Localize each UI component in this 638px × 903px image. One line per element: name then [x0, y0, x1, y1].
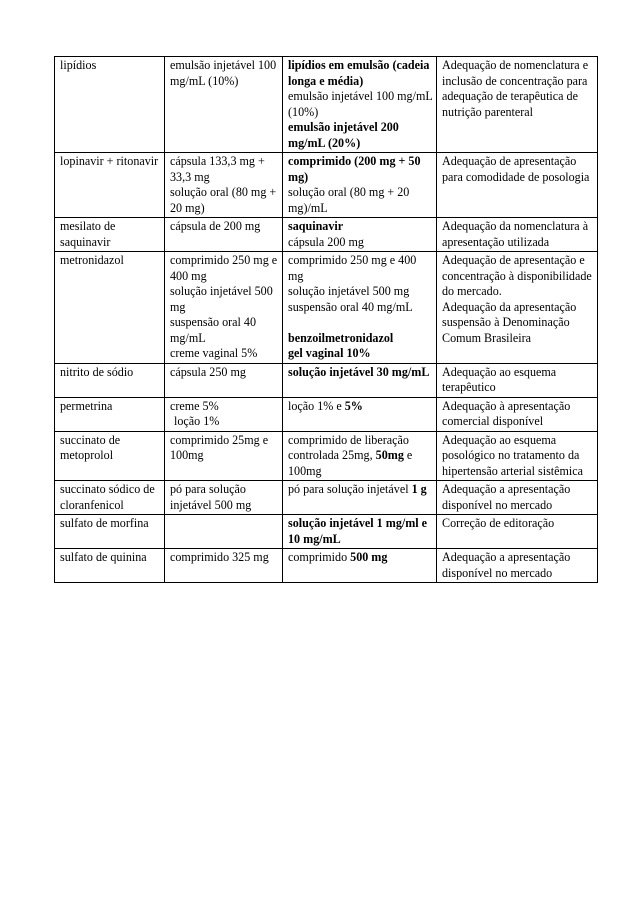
- current-form-1: comprimido 250 mg e 400 mg: [170, 253, 278, 283]
- row-nitrito-proposed: solução injetável 30 mg/mL: [283, 363, 437, 397]
- row-saquinavir-name: mesilato de saquinavir: [55, 218, 165, 252]
- table-row: [55, 515, 598, 549]
- row-cloranfenicol-current: pó para solução injetável 500 mg: [165, 481, 283, 515]
- row-metoprolol-proposed: [283, 431, 437, 481]
- row-lopinavir-proposed: [283, 153, 437, 218]
- row-metoprolol-justification: Adequação ao esquema posológico no tratamento da hipertensão arterial sistêmica: [437, 431, 598, 481]
- row-lopinavir-justification: Adequação de apresentação para comodidade de posologia: [437, 153, 598, 218]
- row-morfina-proposed: solução injetável 1 mg/ml e 10 mg/mL: [283, 515, 437, 549]
- row-morfina-justification: Correção de editoração: [437, 515, 598, 549]
- current-form-3: suspensão oral 40 mg/mL: [170, 315, 256, 345]
- table-row: [55, 57, 598, 153]
- proposed-text: comprimido: [288, 550, 351, 564]
- current-form-2: solução injetável 500 mg: [170, 284, 273, 314]
- medication-changes-table: [54, 56, 598, 583]
- proposed-form-2: solução injetável 500 mg: [288, 284, 410, 298]
- row-metronidazol-current: [165, 252, 283, 364]
- row-quinina-justification: Adequação a apresentação disponível no mercado: [437, 549, 598, 583]
- proposed-form-2: emulsão injetável 200 mg/mL (20%): [288, 120, 399, 150]
- row-saquinavir-current: cápsula de 200 mg: [165, 218, 283, 252]
- row-nitrito-current: cápsula 250 mg: [165, 363, 283, 397]
- proposed-text: pó para solução injetável: [288, 482, 412, 496]
- current-form-2: solução oral (80 mg + 20 mg): [170, 185, 277, 215]
- table-row: [55, 252, 598, 364]
- table-row: [55, 431, 598, 481]
- table-row: [55, 218, 598, 252]
- proposed-text: comprimido de liberação controlada 25mg,: [288, 432, 409, 462]
- proposed-name-2: benzoilmetronidazol: [288, 330, 394, 345]
- proposed-highlight: 500 mg: [350, 550, 388, 564]
- proposed-form-1: cápsula 200 mg: [288, 234, 364, 249]
- proposed-form-1: comprimido 250 mg e 400 mg: [288, 253, 417, 283]
- row-morfina-name: sulfato de morfina: [55, 515, 165, 549]
- table-row: [55, 153, 598, 218]
- row-nitrito-name: nitrito de sódio: [55, 363, 165, 397]
- proposed-form-3: suspensão oral 40 mg/mL: [288, 299, 413, 314]
- row-metoprolol-name: succinato de metoprolol: [55, 431, 165, 481]
- row-lipidios-proposed: [283, 57, 437, 153]
- row-permetrina-proposed: [283, 397, 437, 431]
- proposed-form-1: emulsão injetável 100 mg/mL (10%): [288, 89, 433, 119]
- proposed-text-end: e 100mg: [288, 448, 413, 478]
- row-permetrina-current: [165, 397, 283, 431]
- row-morfina-current: [165, 515, 283, 549]
- proposed-highlight: 1 g: [411, 482, 427, 496]
- justification-1: Adequação de apresentação e concentração à disponibilidade do mercado.: [442, 253, 592, 298]
- row-lopinavir-current: [165, 153, 283, 218]
- row-lipidios-justification: Adequação de nomenclatura e inclusão de concentração para adequação de terapêutica de nutrição parenteral: [437, 57, 598, 153]
- row-metoprolol-current: comprimido 25mg e 100mg: [165, 431, 283, 481]
- row-metronidazol-proposed: [283, 252, 437, 364]
- row-quinina-name: sulfato de quinina: [55, 549, 165, 583]
- spacer: [288, 315, 433, 331]
- current-form-2: loção 1%: [174, 414, 220, 428]
- proposed-name: saquinavir: [288, 219, 344, 233]
- row-quinina-current: comprimido 325 mg: [165, 549, 283, 583]
- row-permetrina-name: permetrina: [55, 397, 165, 431]
- row-saquinavir-justification: Adequação da nomenclatura à apresentação utilizada: [437, 218, 598, 252]
- proposed-text: loção 1% e: [288, 398, 345, 413]
- row-lopinavir-name: lopinavir + ritonavir: [55, 153, 165, 218]
- row-saquinavir-proposed: [283, 218, 437, 252]
- row-lipidios-name: lipídios: [55, 57, 165, 153]
- row-cloranfenicol-proposed: [283, 481, 437, 515]
- proposed-highlight: 50mg: [375, 448, 404, 462]
- proposed-highlight: 5%: [344, 398, 363, 413]
- table-row: [55, 481, 598, 515]
- row-metronidazol-justification: [437, 252, 598, 364]
- proposed-name: lipídios em emulsão (cadeia longa e média): [288, 58, 430, 88]
- row-cloranfenicol-justification: Adequação a apresentação disponível no mercado: [437, 481, 598, 515]
- row-lipidios-current: emulsão injetável 100 mg/mL (10%): [165, 57, 283, 153]
- row-permetrina-justification: Adequação à apresentação comercial disponível: [437, 397, 598, 431]
- table-row: [55, 397, 598, 431]
- proposed-form-1: comprimido (200 mg + 50 mg): [288, 154, 421, 184]
- table-row: [55, 549, 598, 583]
- current-form-1: cápsula 133,3 mg + 33,3 mg: [170, 154, 265, 184]
- row-metronidazol-name: metronidazol: [55, 252, 165, 364]
- proposed-form-2: solução oral (80 mg + 20 mg)/mL: [288, 185, 410, 215]
- row-cloranfenicol-name: succinato sódico de cloranfenicol: [55, 481, 165, 515]
- current-form-4: creme vaginal 5%: [170, 346, 258, 360]
- table-row: [55, 363, 598, 397]
- justification-2: Adequação da apresentação suspensão à Denominação Comum Brasileira: [442, 299, 577, 345]
- row-nitrito-justification: Adequação ao esquema terapêutico: [437, 363, 598, 397]
- proposed-form-4: gel vaginal 10%: [288, 346, 371, 360]
- current-form-1: creme 5%: [170, 398, 219, 413]
- row-quinina-proposed: [283, 549, 437, 583]
